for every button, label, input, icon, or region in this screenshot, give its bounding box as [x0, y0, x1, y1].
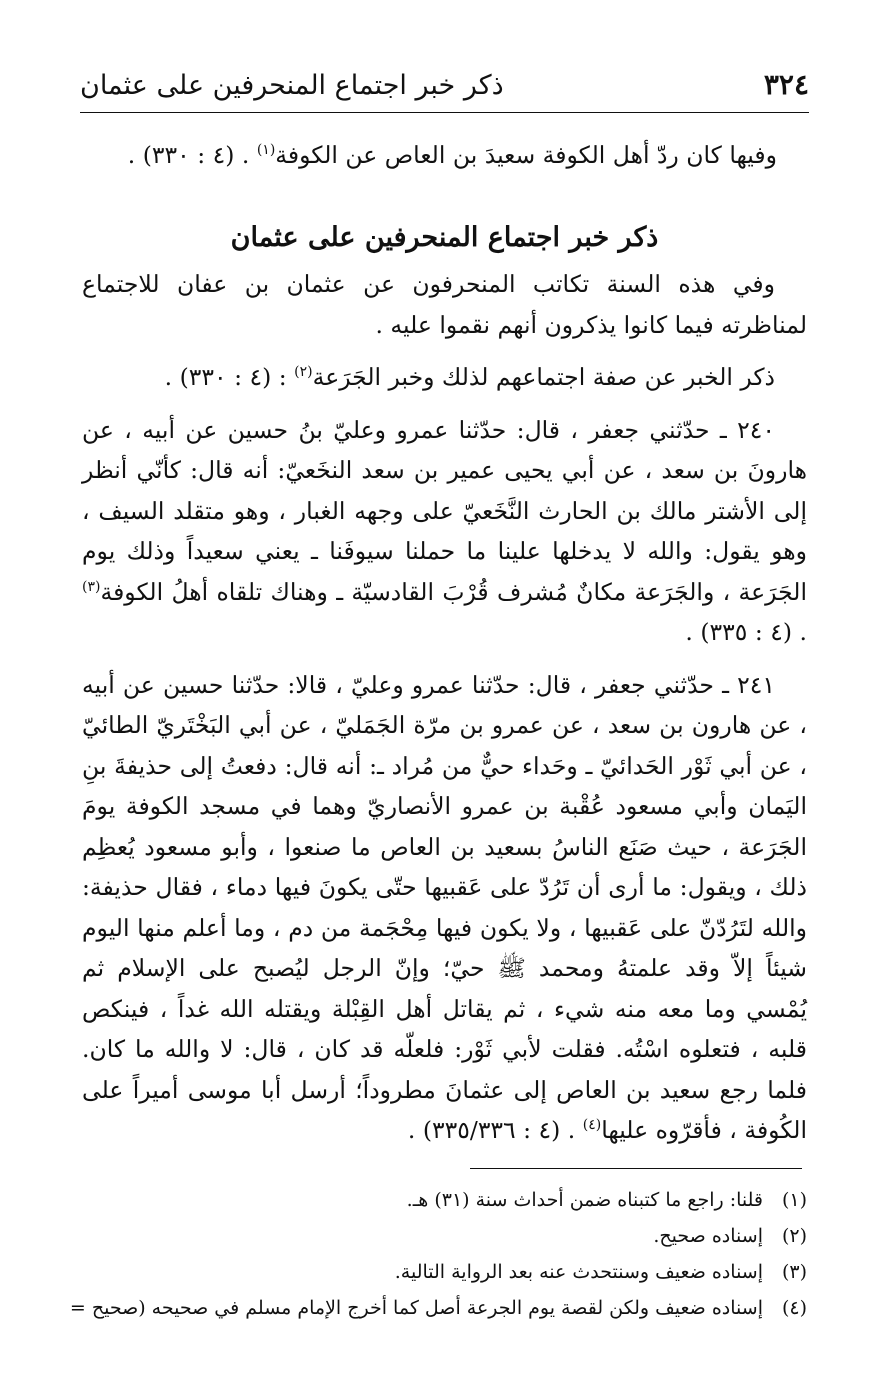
intro-line-ref: . (٤ : ٣٣٠) .: [127, 141, 257, 169]
intro-line: [82, 135, 807, 176]
sub-heading-text: ذكر الخبر عن صفة اجتماعهم لذلك وخبر الجَرَعة: [312, 363, 775, 391]
footnote-rule: [470, 1168, 802, 1169]
narration-241-ref: . (٤ : ٣٣٥/٣٣٦) .: [407, 1116, 583, 1144]
footnote-4: [40, 1290, 807, 1326]
footnote-text: إسناده ضعيف ولكن لقصة يوم الجرعة أصل كما أخرج الإمام مسلم في صحيحه (صحيح =: [69, 1297, 763, 1319]
sub-heading-ref: : (٤ : ٣٣٠) .: [164, 363, 295, 391]
footnote-1: [40, 1182, 807, 1218]
footnote-2: [40, 1218, 807, 1254]
sub-heading: [82, 357, 807, 398]
intro-line-text: وفيها كان ردّ أهل الكوفة سعيدَ بن العاص عن الكوفة: [275, 141, 777, 169]
footnote-text: قلنا: راجع ما كتبناه ضمن أحداث سنة (٣١) هـ.: [406, 1189, 763, 1211]
page-number: ٣٢٤: [763, 68, 809, 101]
footnote-number: (٤): [781, 1297, 807, 1319]
footnote-mark-1: (١): [256, 142, 276, 159]
footnote-3: [40, 1254, 807, 1290]
footnote-text: إسناده صحيح.: [653, 1225, 763, 1247]
footnote-number: (٣): [781, 1261, 807, 1283]
footnote-mark-2: (٢): [294, 364, 313, 381]
running-head: [80, 68, 809, 101]
intro-paragraph: وفي هذه السنة تكاتب المنحرفون عن عثمان بن عفان للاجتماع لمناظرته فيما كانوا يذكرون أنهم نقموا عليه .: [82, 270, 807, 339]
footnote-text: إسناده ضعيف وسنتحدث عنه بعد الرواية التالية.: [394, 1261, 763, 1283]
footnotes: [40, 1182, 807, 1326]
header-rule: [80, 112, 809, 113]
footnote-number: (١): [781, 1189, 807, 1211]
narration-240-text: ٢٤٠ ـ حدّثني جعفر ، قال: حدّثنا عمرو وعليّ بنُ حسين عن أبيه ، عن هارونَ بن سعد ، عن أبي يحيى عمير بن سعد النخَعيّ: أنه قال: كأنّي أنظر إلى الأشتر مالك بن الحارث النَّخَعيّ على وجهه الغبار ، وهو متقلد السيف ، وهو يقول: والله لا يدخلها علينا ما حملنا سيوفَنا ـ يعني سعيداً وذلك يوم الجَرَعة ، والجَرَعة مكانٌ مُشرف قُرْبَ القادسيّة ـ وهناك تلقاه أهلُ الكوفة: [82, 415, 807, 606]
footnote-number: (٢): [781, 1225, 807, 1247]
narration-240: [82, 410, 807, 653]
narration-241: [82, 665, 807, 1151]
footnote-mark-3: (٣): [82, 578, 101, 595]
main-text: [82, 135, 807, 1151]
footnote-mark-4: (٤): [582, 1117, 602, 1134]
narration-240-ref: . (٤ : ٣٣٥) .: [685, 618, 807, 646]
narration-241-text: ٢٤١ ـ حدّثني جعفر ، قال: حدّثنا عمرو وعليّ ، قالا: حدّثنا حسين عن أبيه ، عن هارون بن سعد ، عن عمرو بن مرّة الجَمَليّ ، عن أبي البَخْتَريّ الطائيّ ، عن أبي ثَوْر الحَدائيّ ـ وحَداء حيٌّ من مُراد ـ: أنه قال: دفعتُ إلى حذيفةَ بنِ اليَمان وأبي مسعود عُقْبة بن عمرو الأنصاريّ وهما في مسجد الكوفة يومَ الجَرَعة ، حيث صَنَع الناسُ بسعيد بن العاص ما صنعوا ، وأبو مسعود يُعظِم ذلك ، ويقول: ما أرى أن تَرُدّ على عَقبيها حتّى يكونَ فيها دماء ، فقال حذيفة: والله لتَرُدّنّ على عَقبيها ، ولا يكون فيها مِحْجَمة من دم ، وما أعلم منها اليوم شيئاً إلاّ وقد علمتهُ ومحمد ﷺ حيّ؛ وإنّ الرجل ليُصبح على الإسلام ثم يُمْسي وما معه منه شيء ، ثم يقاتل أهل القِبْلة ويقتله الله غداً ، فينكص قلبه ، فتعلوه اسْتُه. فقلت لأبي ثَوْر: فلعلّه قد كان ، قال: لا والله ما كان. فلما رجع سعيد بن العاص إلى عثمانَ مطروداً؛ أرسل أبا موسى أميراً على الكُوفة ، فأقرّوه عليها: [82, 670, 807, 1144]
running-title: ذكر خبر اجتماع المنحرفين على عثمان: [80, 70, 504, 101]
section-title: ذكر خبر اجتماع المنحرفين على عثمان: [230, 221, 659, 253]
